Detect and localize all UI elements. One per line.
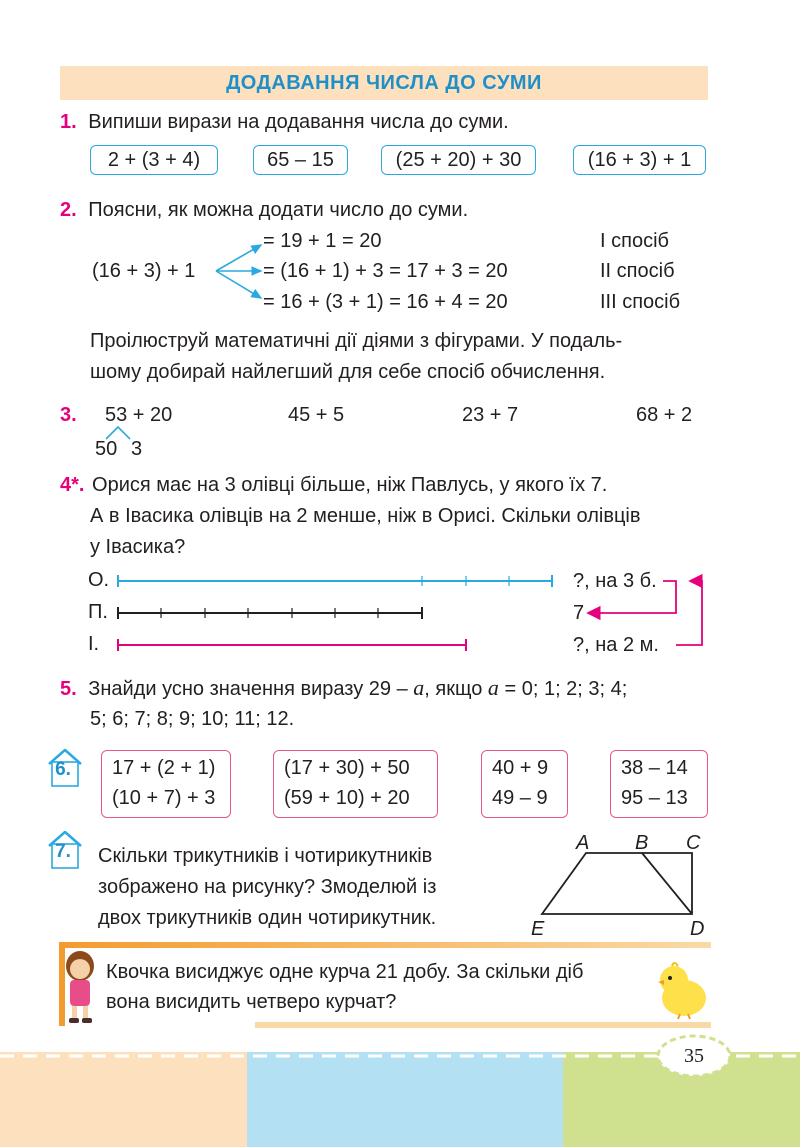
point-c: C xyxy=(686,832,701,854)
task-2-expression: (16 + 3) + 1 xyxy=(92,260,196,282)
point-d: D xyxy=(690,918,705,940)
label-p: П. xyxy=(88,601,108,623)
task-7-line-1: Скільки трикутників і чотирикутників xyxy=(98,845,433,867)
chick-icon xyxy=(652,958,712,1020)
task-5-number: 5. xyxy=(60,678,77,700)
point-e: E xyxy=(531,918,545,940)
task-2-text: Поясни, як можна додати число до суми. xyxy=(88,199,469,221)
girl-icon xyxy=(58,948,102,1026)
task-2-para-2: шому добирай найлегший для себе спосіб обчислення. xyxy=(90,361,606,383)
task-4-line-1: 4*. Орися має на 3 олівці більше, ніж Павлусь, у якого їх 7. xyxy=(60,474,608,496)
task-2-line-3: = 16 + (3 + 1) = 16 + 4 = 20 xyxy=(263,291,508,313)
label-i: І. xyxy=(88,633,100,655)
house-icon-6 xyxy=(46,746,86,788)
task-7-number: 7. xyxy=(55,841,71,862)
task-3-item-2: 45 + 5 xyxy=(288,404,345,426)
task-6-box-2: (17 + 30) + 50 (59 + 10) + 20 xyxy=(273,750,438,818)
task-4-line-2: А в Івасика олівців на 2 менше, ніж в Орисі. Скільки олівців xyxy=(90,505,641,527)
task-7-line-2: зображено на рисунку? Змоделюй із xyxy=(98,876,437,898)
task-1-box-1: 2 + (3 + 4) xyxy=(90,145,218,175)
point-a: A xyxy=(576,832,590,854)
task-3-split-2: 3 xyxy=(131,438,143,460)
riddle-line-1: Квочка висиджує одне курча 21 добу. За скільки діб xyxy=(106,961,584,983)
task-3-item-1: 53 + 20 xyxy=(105,404,173,426)
point-b: B xyxy=(635,832,649,854)
task-1-header xyxy=(60,107,509,137)
title-bar xyxy=(60,66,708,100)
task-5-line-1: 5. Знайди усно значення виразу 29 – a, якщо a = 0; 1; 2; 3; 4; xyxy=(60,675,628,700)
task-6-box-4: 38 – 14 95 – 13 xyxy=(610,750,708,818)
arrow-1 xyxy=(216,245,261,271)
task-6-box-1: 17 + (2 + 1) (10 + 7) + 3 xyxy=(101,750,231,818)
task-3-item-3: 23 + 7 xyxy=(462,404,519,426)
task-2-way-3: ІІІ спосіб xyxy=(600,291,681,313)
task-1-box-3: (25 + 20) + 30 xyxy=(381,145,536,175)
connector-i-o xyxy=(676,581,702,645)
page-number: 35 xyxy=(684,1045,704,1067)
task-1-text: Випиши вирази на додавання числа до суми. xyxy=(88,111,509,133)
task-2-header xyxy=(60,195,468,225)
arrow-3 xyxy=(216,271,261,298)
task-2-way-1: І спосіб xyxy=(600,230,669,252)
house-icon-7 xyxy=(46,828,86,870)
task-2-arrows xyxy=(213,236,269,306)
task-2-line-2: = (16 + 1) + 3 = 17 + 3 = 20 xyxy=(263,260,508,282)
task-2-para-1: Проілюструй математичні дії діями з фігурами. У подаль- xyxy=(90,330,623,352)
page-title: ДОДАВАННЯ ЧИСЛА ДО СУМИ xyxy=(226,72,542,94)
task-3-number: 3. xyxy=(60,404,77,426)
trapezoid-figure xyxy=(530,830,710,940)
note-o: ?, на 3 б. xyxy=(573,570,657,592)
task-6-box-3: 40 + 9 49 – 9 xyxy=(481,750,568,818)
task-4-number: 4*. xyxy=(60,474,85,496)
riddle-line-2: вона висидить четверо курчат? xyxy=(106,991,397,1013)
task-3-split-1: 50 xyxy=(95,438,118,460)
task-1-number: 1. xyxy=(60,111,77,133)
task-4-line-3: у Івасика? xyxy=(90,536,186,558)
task-6-number: 6. xyxy=(55,759,71,780)
task-5-line-2: 5; 6; 7; 8; 9; 10; 11; 12. xyxy=(90,708,295,730)
task-2-number: 2. xyxy=(60,199,77,221)
note-i: ?, на 2 м. xyxy=(573,634,659,656)
note-p: 7 xyxy=(573,602,585,624)
task-3-item-4: 68 + 2 xyxy=(636,404,693,426)
task-1-box-4: (16 + 3) + 1 xyxy=(573,145,706,175)
task-2-line-1: = 19 + 1 = 20 xyxy=(263,230,382,252)
label-o: О. xyxy=(88,569,110,591)
task-7-line-3: двох трикутників один чотирикутник. xyxy=(98,907,437,929)
task-1-box-2: 65 – 15 xyxy=(253,145,348,175)
task-2-way-2: ІІ спосіб xyxy=(600,260,675,282)
